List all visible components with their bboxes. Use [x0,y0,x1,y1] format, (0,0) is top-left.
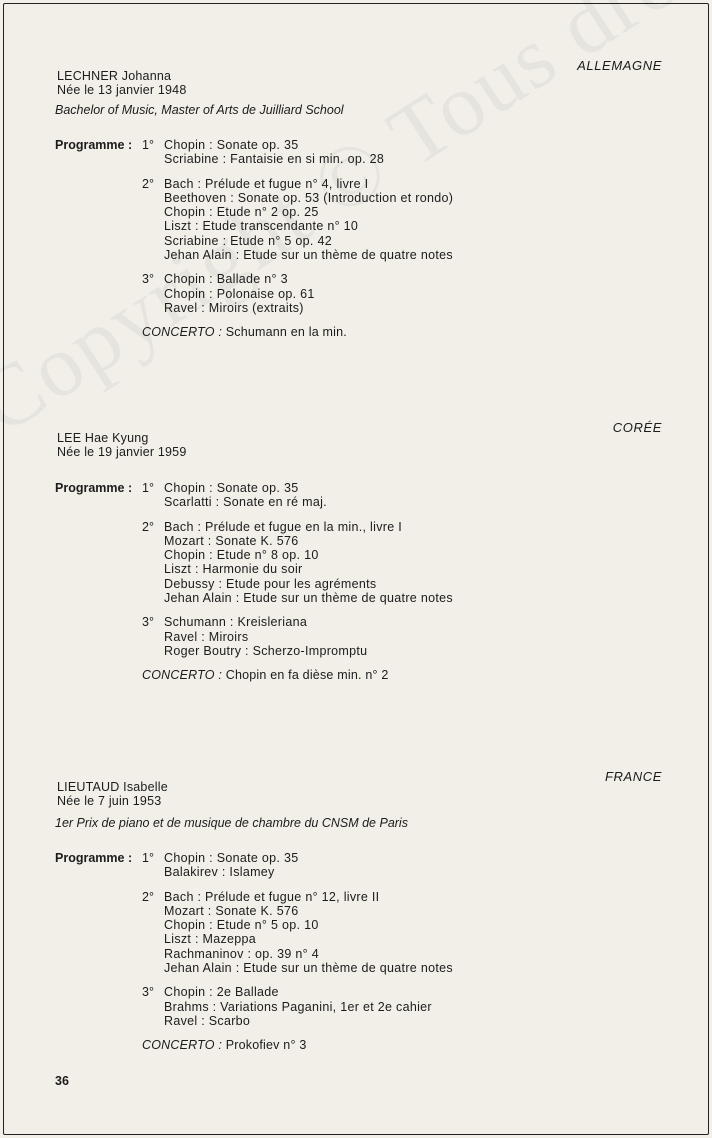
concerto-work: Schumann en la min. [225,325,347,340]
work-item: Mozart : Sonate K. 576 [164,903,299,918]
page-number: 36 [55,1074,69,1088]
programme-section [142,615,453,658]
work-item: Rachmaninov : op. 39 n° 4 [164,946,319,961]
programme-section [142,272,453,315]
work-item: Scarlatti : Sonate en ré maj. [164,495,327,510]
work-item: Chopin : Etude n° 5 op. 10 [164,918,319,933]
birth-date: Née le 7 juin 1953 [57,794,162,808]
concerto-work: Chopin en fa dièse min. n° 2 [225,668,389,683]
work-list [164,615,453,658]
birth-date: Née le 19 janvier 1959 [57,445,187,459]
work-item: Ravel : Miroirs (extraits) [164,300,304,315]
work-item: Chopin : Sonate op. 35 [164,851,299,865]
work-item: Beethoven : Sonate op. 53 (Introduction et rondo) [164,190,454,205]
work-list [164,985,453,1028]
concerto-line [142,325,453,339]
country-label: CORÉE [612,420,662,435]
work-item: Chopin : Sonate op. 35 [164,481,299,495]
work-item: Jehan Alain : Etude sur un thème de quatre notes [164,591,453,606]
work-list [164,272,453,315]
programme-sections [142,138,453,339]
work-item: Debussy : Etude pour les agréments [164,576,377,591]
work-item: Bach : Prélude et fugue n° 4, livre I [164,176,369,191]
work-item: Jehan Alain : Etude sur un thème de quatre notes [164,961,453,976]
concerto-label: CONCERTO : [142,1038,223,1053]
programme-section [142,520,453,606]
work-item: Chopin : Ballade n° 3 [164,272,288,287]
work-item: Balakirev : Islamey [164,865,275,880]
work-list [164,520,453,606]
degree: 1er Prix de piano et de musique de chambre du CNSM de Paris [55,816,408,830]
work-item: Liszt : Harmonie du soir [164,562,303,577]
concerto-line [142,1038,453,1052]
programme-sections [142,481,453,682]
section-number: 2° [142,889,154,904]
birth-date: Née le 13 janvier 1948 [57,83,187,97]
work-item: Jehan Alain : Etude sur un thème de quatre notes [164,248,453,263]
work-list [164,890,453,976]
work-list [164,138,453,167]
work-list [164,177,453,263]
work-list [164,851,453,880]
work-item: Chopin : 2e Ballade [164,985,279,1000]
section-number: 3° [142,272,154,287]
work-item: Ravel : Scarbo [164,1013,251,1028]
work-item: Liszt : Etude transcendante n° 10 [164,219,359,234]
programme-label: Programme : [55,138,133,152]
concerto-label: CONCERTO : [142,668,223,683]
work-item: Bach : Prélude et fugue n° 12, livre II [164,889,380,904]
work-item: Scriabine : Etude n° 5 op. 42 [164,233,332,248]
programme-section [142,890,453,976]
section-number: 1° [142,481,154,495]
work-item: Chopin : Etude n° 8 op. 10 [164,548,319,563]
work-list [164,481,453,510]
work-item: Brahms : Variations Paganini, 1er et 2e cahier [164,999,432,1014]
section-number: 2° [142,176,154,191]
concerto-line [142,668,453,682]
degree: Bachelor of Music, Master of Arts de Juilliard School [55,103,344,117]
section-number: 3° [142,615,154,630]
section-number: 3° [142,985,154,1000]
work-item: Scriabine : Fantaisie en si min. op. 28 [164,152,385,167]
concerto-label: CONCERTO : [142,325,223,340]
work-item: Ravel : Miroirs [164,629,249,644]
work-item: Roger Boutry : Scherzo-Impromptu [164,643,368,658]
concerto-work: Prokofiev n° 3 [225,1038,307,1053]
programme-section [142,177,453,263]
candidate-name: LIEUTAUD Isabelle [57,780,168,794]
candidate-name: LEE Hae Kyung [57,431,149,445]
work-item: Schumann : Kreisleriana [164,615,308,630]
work-item: Chopin : Sonate op. 35 [164,138,299,152]
section-number: 2° [142,519,154,534]
country-label: ALLEMAGNE [577,58,662,73]
work-item: Bach : Prélude et fugue en la min., livre I [164,519,403,534]
programme-section [142,138,453,167]
programme-sections [142,851,453,1052]
programme-section [142,851,453,880]
section-number: 1° [142,851,154,865]
programme-label: Programme : [55,481,133,495]
work-item: Chopin : Polonaise op. 61 [164,286,315,301]
candidate-name: LECHNER Johanna [57,69,172,83]
work-item: Mozart : Sonate K. 576 [164,533,299,548]
country-label: FRANCE [604,769,662,784]
work-item: Chopin : Etude n° 2 op. 25 [164,205,319,220]
programme-label: Programme : [55,851,133,865]
work-item: Liszt : Mazeppa [164,932,257,947]
section-number: 1° [142,138,154,152]
programme-section [142,481,453,510]
programme-section [142,985,453,1028]
